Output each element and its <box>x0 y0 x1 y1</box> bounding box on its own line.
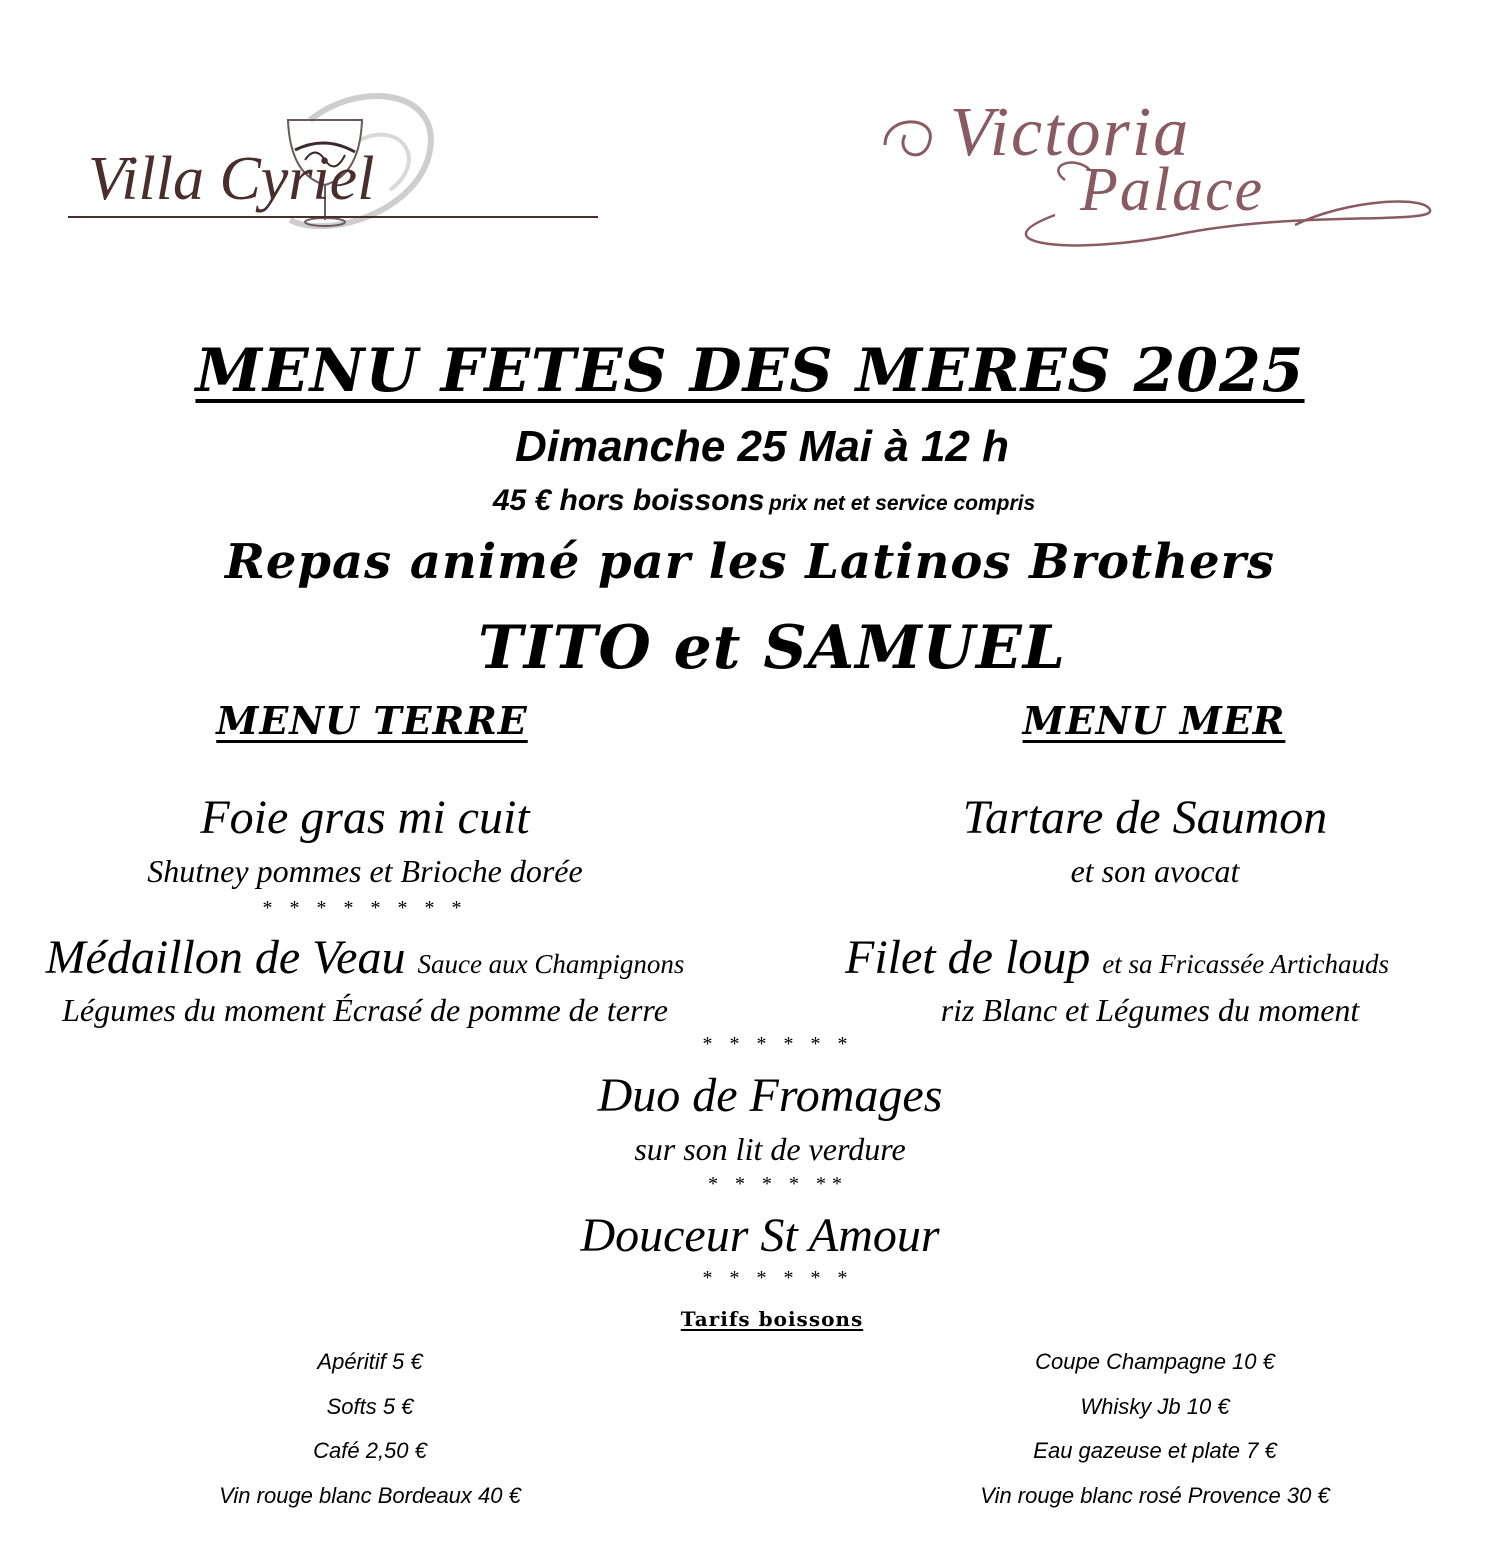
drink-item: Eau gazeuse et plate 7 € <box>1033 1438 1277 1463</box>
terre-starter-desc: Shutney pommes et Brioche dorée <box>147 853 583 889</box>
mer-starter-desc: et son avocat <box>1070 853 1240 889</box>
terre-main-desc: Légumes du moment Écrasé de pomme de terre <box>62 992 668 1028</box>
terre-main-sauce: Sauce aux Champignons <box>417 949 685 979</box>
separator-after-cheese: * * * * ** <box>708 1173 848 1195</box>
drinks-list-left <box>170 1348 570 1526</box>
separator-after-dessert: * * * * * * <box>702 1267 854 1289</box>
logo-right-line1: Victoria <box>950 94 1191 171</box>
cheese-course: Duo de Fromages <box>597 1069 943 1122</box>
drink-item: Café 2,50 € <box>313 1438 427 1463</box>
logo-left-text: Villa Cyriel <box>88 145 375 213</box>
mer-main-sauce: et sa Fricassée Artichauds <box>1102 949 1389 979</box>
drink-item: Softs 5 € <box>326 1393 414 1419</box>
drinks-title-block <box>22 1306 1500 1332</box>
menu-mer-title: MENU MER <box>1022 698 1286 743</box>
drink-item: Whisky Jb 10 € <box>1080 1393 1230 1419</box>
logo-right-line2: Palace <box>1080 156 1265 224</box>
drink-item: Apéritif 5 € <box>317 1349 423 1374</box>
menu-terre-title: MENU TERRE <box>216 698 528 743</box>
price-line <box>14 483 1500 524</box>
mer-main-line <box>845 930 1500 992</box>
mer-main-desc: riz Blanc et Légumes du moment <box>940 992 1360 1028</box>
page-title: MENU FETES DES MERES 2025 <box>195 336 1305 406</box>
event-date: Dimanche 25 Mai à 12 h <box>515 422 1009 471</box>
menu-title-block <box>0 333 1500 409</box>
victoria-palace-logo <box>875 85 1455 255</box>
terre-separator: * * * * * * * * <box>262 897 468 919</box>
artists-line: TITO et SAMUEL <box>478 613 1066 683</box>
terre-main-line <box>5 930 725 992</box>
drink-item: Coupe Champagne 10 € <box>1035 1349 1275 1374</box>
price: 45 € hors boissons <box>492 484 765 517</box>
dessert-course: Douceur St Amour <box>580 1209 940 1262</box>
villa-cyriel-logo <box>60 80 605 240</box>
drinks-title: Tarifs boissons <box>680 1307 864 1331</box>
cheese-course-desc: sur son lit de verdure <box>634 1131 906 1167</box>
price-note: prix net et service compris <box>769 492 1036 515</box>
drink-item: Vin rouge blanc rosé Provence 30 € <box>980 1482 1330 1508</box>
mer-main: Filet de loup <box>845 931 1091 984</box>
mer-starter: Tartare de Saumon <box>962 791 1328 844</box>
terre-starter: Foie gras mi cuit <box>200 791 530 844</box>
drinks-list-right <box>930 1348 1380 1526</box>
terre-main: Médaillon de Veau <box>45 931 406 984</box>
separator-after-mains: * * * * * * <box>702 1033 854 1055</box>
drink-item: Vin rouge blanc Bordeaux 40 € <box>219 1482 521 1508</box>
animation-line: Repas animé par les Latinos Brothers <box>225 534 1275 590</box>
